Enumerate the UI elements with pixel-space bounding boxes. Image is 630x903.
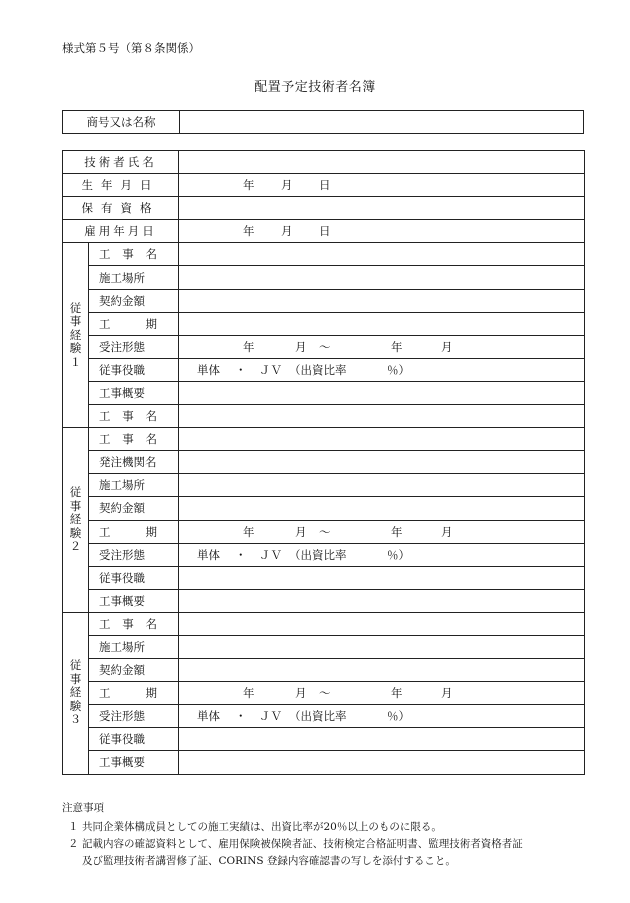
qualification-label: 保有資格 [63,197,179,220]
exp1-project-name-2-label: 工 事 名 [89,405,179,428]
engineer-table [62,150,585,775]
company-name-field[interactable] [180,111,584,134]
exp2-site-label: 施工場所 [89,474,179,497]
exp1-period-field[interactable] [179,312,585,335]
notes-heading: 注意事項 [62,802,104,814]
exp2-overview-label: 工事概要 [89,589,179,612]
experience-2-group-label: 従事経験２ [63,428,89,613]
exp3-period-field[interactable]: 年 月 ～ 年 月 [179,682,585,705]
engineer-name-field[interactable] [179,151,585,174]
exp3-project-name-field[interactable] [179,612,585,635]
note-1: １ 共同企業体構成員としての施工実績は、出資比率が20％以上のものに限る。 [68,821,442,833]
birth-date-label: 生年月日 [63,174,179,197]
exp3-site-field[interactable] [179,635,585,658]
exp1-contract-amount-label: 契約金額 [89,289,179,312]
exp2-project-name-label: 工 事 名 [89,428,179,451]
exp2-role-field[interactable] [179,566,585,589]
exp2-contract-amount-label: 契約金額 [89,497,179,520]
document-title: 配置予定技術者名簿 [254,80,376,95]
exp1-project-name-2-field[interactable] [179,405,585,428]
birth-date-field[interactable]: 年 月 日 [179,174,585,197]
exp1-site-field[interactable] [179,266,585,289]
exp1-project-name-field[interactable] [179,243,585,266]
company-table [62,110,584,134]
notes-section [62,800,523,870]
exp3-role-label: 従事役職 [89,728,179,751]
exp3-project-name-label: 工 事 名 [89,612,179,635]
exp1-contract-amount-field[interactable] [179,289,585,312]
employment-date-label: 雇用年月日 [63,220,179,243]
exp2-project-name-field[interactable] [179,428,585,451]
engineer-name-label: 技術者氏名 [63,151,179,174]
exp3-site-label: 施工場所 [89,635,179,658]
experience-1-group-label: 従事経験１ [63,243,89,428]
exp1-role-label: 従事役職 [89,358,179,381]
exp1-overview-field[interactable] [179,381,585,404]
employment-date-field[interactable]: 年 月 日 [179,220,585,243]
form-reference: 様式第５号（第８条関係） [62,41,200,55]
exp2-overview-field[interactable] [179,589,585,612]
exp1-overview-label: 工事概要 [89,381,179,404]
exp3-role-field[interactable] [179,728,585,751]
company-name-label: 商号又は名称 [63,111,180,134]
exp1-site-label: 施工場所 [89,266,179,289]
exp1-project-name-label: 工 事 名 [89,243,179,266]
exp3-period-label: 工 期 [89,682,179,705]
exp2-period-field[interactable]: 年 月 ～ 年 月 [179,520,585,543]
exp1-period-label: 工 期 [89,312,179,335]
exp2-contract-amount-field[interactable] [179,497,585,520]
note-2-continued: 及び監理技術者講習修了証、CORINS 登録内容確認書の写しを添付すること。 [82,855,456,867]
exp2-orderer-label: 発注機関名 [89,451,179,474]
exp1-order-form-label: 受注形態 [89,335,179,358]
exp3-contract-amount-field[interactable] [179,659,585,682]
experience-3-group-label: 従事経験３ [63,612,89,774]
exp1-order-form-field[interactable]: 年 月 ～ 年 月 [179,335,585,358]
exp2-order-form-field[interactable]: 単体 ・ ＪＶ （出資比率 ％） [179,543,585,566]
exp2-order-form-label: 受注形態 [89,543,179,566]
exp2-orderer-field[interactable] [179,451,585,474]
exp2-role-label: 従事役職 [89,566,179,589]
exp2-site-field[interactable] [179,474,585,497]
exp2-period-label: 工 期 [89,520,179,543]
exp3-overview-label: 工事概要 [89,751,179,774]
exp3-contract-amount-label: 契約金額 [89,659,179,682]
exp3-overview-field[interactable] [179,751,585,774]
exp1-role-field[interactable]: 単体 ・ ＪＶ （出資比率 ％） [179,358,585,381]
qualification-field[interactable] [179,197,585,220]
note-2: ２ 記載内容の確認資料として、雇用保険被保険者証、技術検定合格証明書、監理技術者資格者証 [68,838,523,850]
exp3-order-form-field[interactable]: 単体 ・ ＪＶ （出資比率 ％） [179,705,585,728]
exp3-order-form-label: 受注形態 [89,705,179,728]
